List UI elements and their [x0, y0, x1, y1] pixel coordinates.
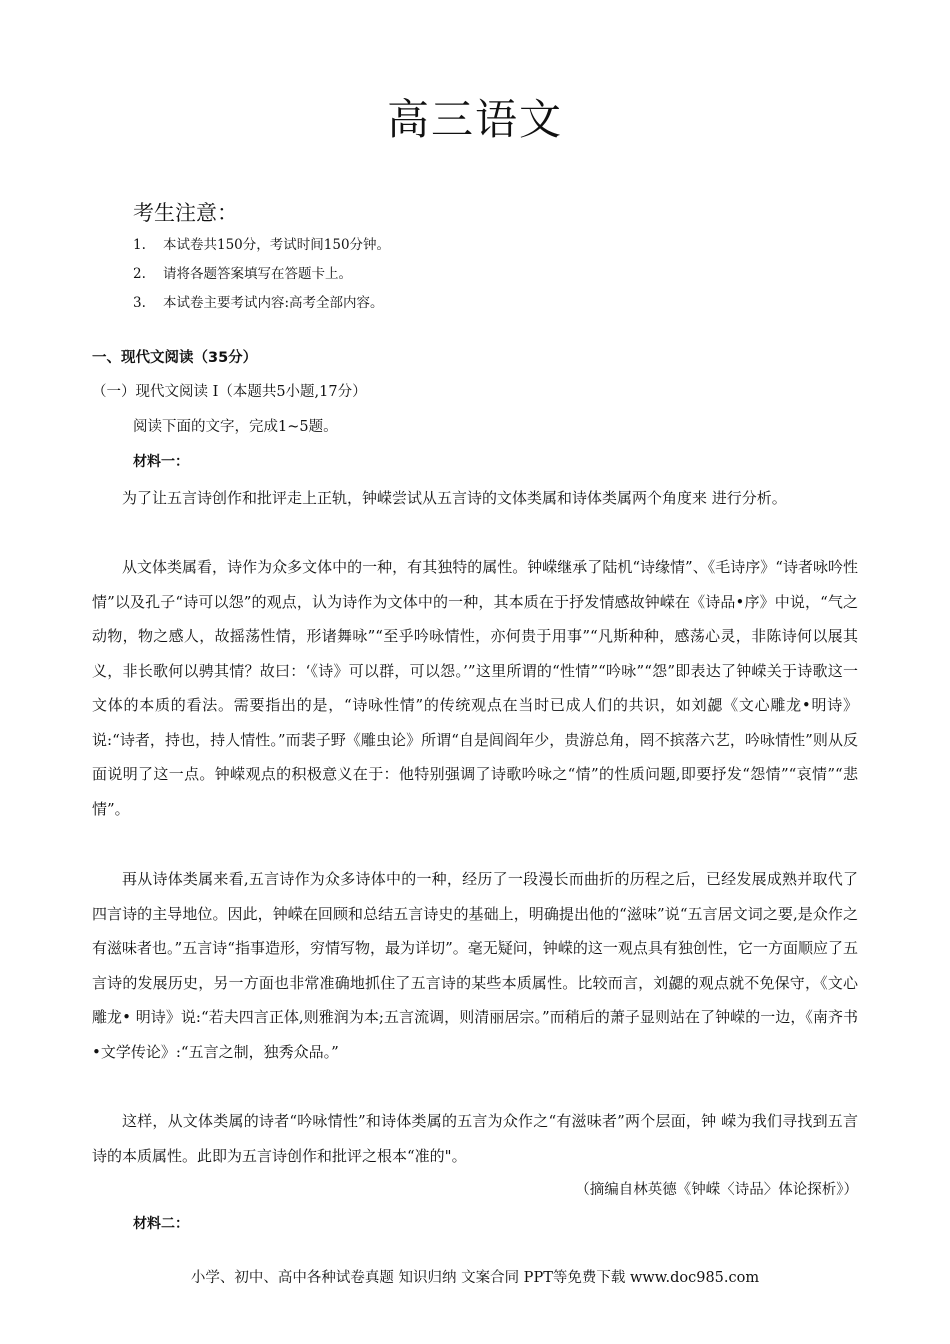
- material-one-label: 材料一：: [133, 454, 189, 470]
- page-title: 高三语文: [386, 95, 563, 144]
- page-footer: 小学、初中、高中各种试卷真题 知识归纳 文案合同 PPT等免费下载 www.doc985.com: [190, 1270, 760, 1286]
- notice-item: [133, 260, 833, 289]
- notice-item-text: 请将各题答案填写在答题卡上。: [163, 266, 352, 282]
- notice-item-text: 本试卷共150分，考试时间150分钟。: [163, 237, 391, 253]
- section-heading: 一、现代文阅读（35分）: [92, 350, 258, 366]
- notice-item-number: 3.: [133, 295, 146, 311]
- notice-item: [133, 231, 833, 260]
- notice-item-number: 1.: [133, 237, 146, 253]
- material-one-paragraph: 为了让五言诗创作和批评走上正轨，钟嵘尝试从五言诗的文体类属和诗体类属两个角度来 进行分析。: [122, 489, 787, 507]
- reading-instruction: 阅读下面的文字，完成1~5题。: [133, 419, 338, 435]
- material-one-paragraph: 这样，从文体类属的诗者“吟咏情性”和诗体类属的五言为众作之“有滋味者”两个层面，钟 嵘为我们寻找到五言诗的本质属性。此即为五言诗创作和批评之根本“准的"。: [92, 1112, 858, 1165]
- notice-item: [133, 289, 833, 318]
- material-one-source: （摘编自林英德《钟嵘〈诗品〉体论探析》）: [575, 1182, 858, 1198]
- subsection-heading: （一）现代文阅读 I（本题共5小题,17分）: [92, 384, 367, 400]
- notice-item-text: 本试卷主要考试内容:高考全部内容。: [163, 295, 384, 311]
- material-two-label: 材料二：: [133, 1216, 189, 1232]
- material-one-paragraph: 再从诗体类属来看,五言诗作为众多诗体中的一种，经历了一段漫长而曲折的历程之后，已经发展成熟并取代了四言诗的主导地位。因此，钟嵘在回顾和总结五言诗史的基础上，明确提出他的“滋味”说“五言居文词之要,是众作之有滋味者也。”五言诗“指事造形，穷情写物，最为详切”。毫无疑问，钟嵘的这一观点具有独创性，它一方面顺应了五言诗的发展历史，另一方面也非常准确地抓住了五言诗的某些本质属性。比较而言，刘勰的观点就不免保守，《文心雕龙• 明诗》说:“若夫四言正体,则雅润为本;五言流调，则清丽居宗。”而稍后的萧子显则站在了钟嵘的一边，《南齐书•文学传论》:“五言之制，独秀众品。”: [92, 870, 858, 1061]
- notice-heading: 考生注意：: [133, 201, 238, 225]
- notice-list: [133, 231, 833, 318]
- material-one-paragraph: 从文体类属看，诗作为众多文体中的一种，有其独特的属性。钟嵘继承了陆机“诗缘情”、《毛诗序》“诗者咏吟性情”以及孔子“诗可以怨”的观点，认为诗作为文体中的一种，其本质在于抒发情感故钟嵘在《诗品•序》中说，“气之动物，物之感人，故摇荡性情，形诸舞咏”“至乎吟咏情性，亦何贵于用事”“凡斯种种，感荡心灵，非陈诗何以展其义，非长歌何以骋其情？故曰：‘《诗》可以群，可以怨。’”这里所谓的“性情”“吟咏”“怨”即表达了钟嵘关于诗歌这一文体的本质的看法。需要指出的是，“诗咏性情”的传统观点在当时已成人们的共识，如刘勰《文心雕龙•明诗》说:“诗者，持也，持人情性。”而裴子野《雕虫论》所谓“自是闾阎年少，贵游总角，罔不摈落六艺，吟咏情性”则从反面说明了这一点。钟嵘观点的积极意义在于：他特别强调了诗歌吟咏之“情”的性质问题,即要抒发“怨情”“哀情”“悲情”。: [92, 558, 858, 818]
- notice-item-number: 2.: [133, 266, 146, 282]
